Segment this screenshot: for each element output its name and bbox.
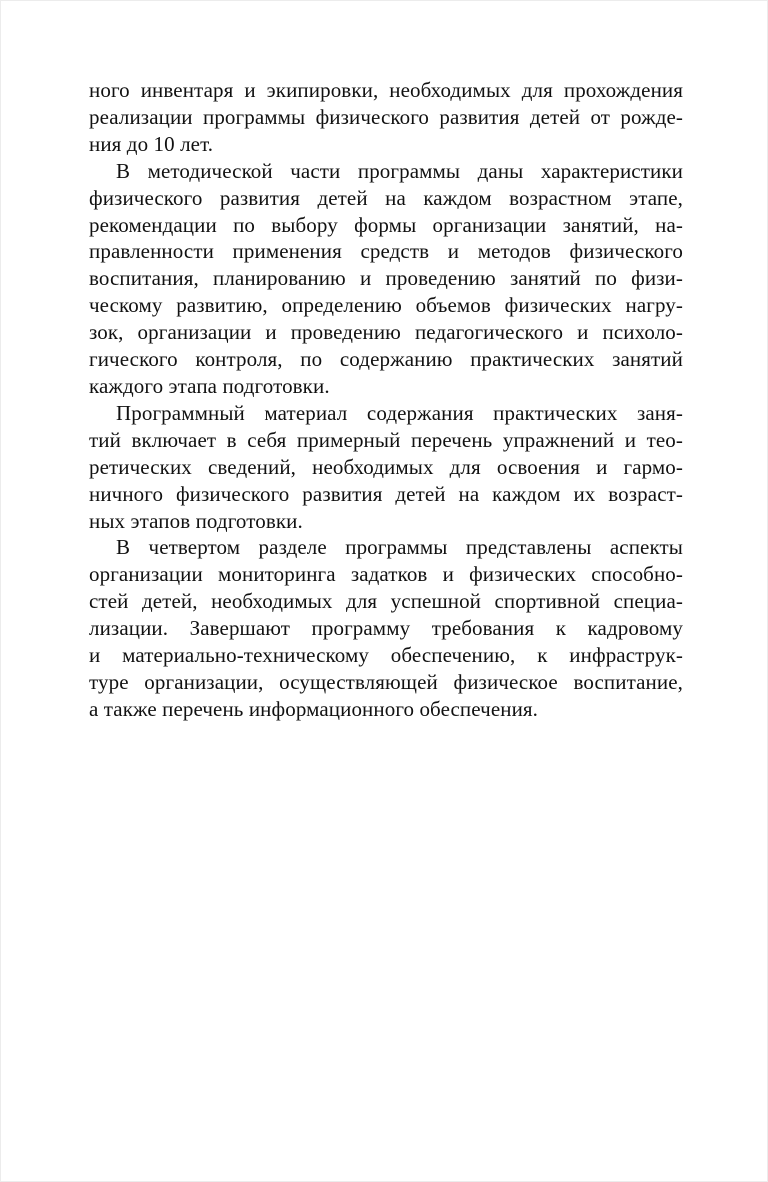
- text-line: стей детей, необходимых для успешной спортивной специа-: [89, 589, 683, 614]
- text-line: ничного физического развития детей на каждом их возраст-: [89, 481, 683, 506]
- text-line: а также перечень информационного обеспечения.: [89, 696, 539, 721]
- text-line: туре организации, осуществляющей физическое воспитание,: [89, 669, 683, 694]
- text-line: зок, организации и проведению педагогического и психоло-: [89, 320, 683, 345]
- text-line: рекомендации по выбору формы организации занятий, на-: [89, 212, 683, 237]
- text-line: правленности применения средств и методов физического: [89, 239, 683, 264]
- text-line: ния до 10 лет.: [89, 131, 214, 156]
- paragraph: [89, 77, 683, 158]
- text-block: [89, 77, 683, 723]
- paragraph: [89, 158, 683, 400]
- paragraph: [89, 400, 683, 535]
- text-line: Программный материал содержания практических заня-: [116, 400, 683, 425]
- text-line: каждого этапа подготовки.: [89, 373, 330, 398]
- text-line: ных этапов подготовки.: [89, 508, 303, 533]
- paragraph: [89, 534, 683, 722]
- text-line: физического развития детей на каждом возрастном этапе,: [89, 185, 683, 210]
- text-line: В четвертом разделе программы представлены аспекты: [116, 535, 683, 560]
- text-line: ного инвентаря и экипировки, необходимых для прохождения: [89, 78, 683, 102]
- text-line: ретических сведений, необходимых для освоения и гармо-: [89, 454, 683, 479]
- text-line: В методической части программы даны характеристики: [116, 158, 683, 183]
- text-line: и материально-техническому обеспечению, к инфраструк-: [89, 643, 683, 668]
- text-line: гического контроля, по содержанию практических занятий: [89, 347, 683, 372]
- text-line: тий включает в себя примерный перечень упражнений и тео-: [89, 427, 683, 452]
- text-line: ческому развитию, определению объемов физических нагру-: [89, 293, 683, 318]
- text-line: воспитания, планированию и проведению занятий по физи-: [89, 266, 683, 291]
- text-line: лизации. Завершают программу требования к кадровому: [89, 616, 683, 641]
- text-line: реализации программы физического развития детей от рожде-: [89, 104, 683, 129]
- text-line: организации мониторинга задатков и физических способно-: [89, 562, 683, 587]
